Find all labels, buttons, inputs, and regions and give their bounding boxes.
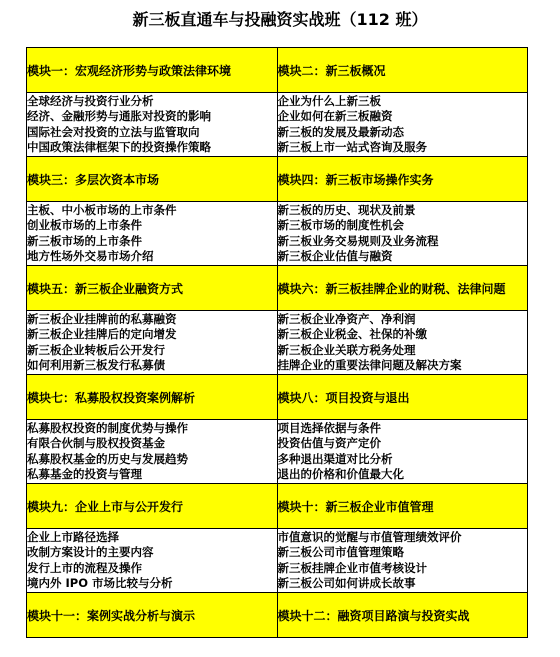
module-header-row xyxy=(27,593,528,638)
module-item: 私募股权投资的制度优势与操作 xyxy=(27,420,188,435)
module-9-header: 模块九：企业上市与公开发行 xyxy=(27,484,278,529)
module-header-row xyxy=(27,157,528,202)
module-item: 项目选择依据与条件 xyxy=(277,420,381,435)
module-2-content xyxy=(277,93,528,157)
module-item: 新三板业务交易规则及业务流程 xyxy=(277,233,439,248)
module-item: 私募股权基金的历史与发展趋势 xyxy=(27,451,188,466)
module-item: 新三板挂牌企业市值考核设计 xyxy=(277,560,427,575)
module-content-row xyxy=(27,202,528,266)
module-7-content xyxy=(27,420,278,484)
module-item: 新三板的历史、现状及前景 xyxy=(277,202,416,217)
module-item: 新三板上市一站式咨询及服务 xyxy=(277,140,427,154)
module-item: 新三板企业挂牌后的定向增发 xyxy=(27,327,177,341)
module-item: 中国政策法律框架下的投资操作策略 xyxy=(27,140,211,154)
course-module-table xyxy=(26,47,528,638)
module-1-content xyxy=(27,93,278,157)
module-item: 私募基金的投资与管理 xyxy=(27,467,142,481)
module-item: 经济、金融形势与通胀对投资的影响 xyxy=(27,109,211,123)
module-header-row xyxy=(27,266,528,311)
module-item: 全球经济与投资行业分析 xyxy=(27,93,154,108)
module-5-header: 模块五：新三板企业融资方式 xyxy=(27,266,278,311)
module-item: 如何利用新三板发行私募债 xyxy=(27,358,165,372)
module-item: 地方性场外交易市场介绍 xyxy=(27,249,154,263)
module-item: 境内外 IPO 市场比较与分析 xyxy=(27,576,173,590)
module-item: 改制方案设计的主要内容 xyxy=(27,545,154,559)
module-11-header: 模块十一：案例实战分析与演示 xyxy=(27,593,278,638)
module-item: 新三板公司市值管理策略 xyxy=(277,545,404,559)
module-item: 企业上市路径选择 xyxy=(27,529,119,544)
module-6-header: 模块六：新三板挂牌企业的财税、法律问题 xyxy=(277,266,528,311)
module-header-row xyxy=(27,484,528,529)
module-item: 新三板企业税金、社保的补缴 xyxy=(277,327,427,341)
module-item: 主板、中小板市场的上市条件 xyxy=(27,202,177,217)
module-item: 创业板市场的上市条件 xyxy=(27,218,142,232)
module-8-content xyxy=(277,420,528,484)
module-item: 国际社会对投资的立法与监管取向 xyxy=(27,124,200,139)
module-content-row xyxy=(27,529,528,593)
module-item: 市值意识的觉醒与市值管理绩效评价 xyxy=(277,529,462,544)
module-2-header: 模块二：新三板概况 xyxy=(277,48,528,93)
module-item: 发行上市的流程及操作 xyxy=(27,560,142,575)
module-item: 新三板企业净资产、净利润 xyxy=(277,311,416,326)
module-item: 新三板的发展及最新动态 xyxy=(277,124,404,139)
module-item: 有限合伙制与股权投资基金 xyxy=(27,436,165,450)
module-item: 退出的价格和价值最大化 xyxy=(277,467,404,481)
module-item: 新三板公司如何讲成长故事 xyxy=(277,576,416,590)
module-header-row xyxy=(27,375,528,420)
module-10-header: 模块十：新三板企业市值管理 xyxy=(277,484,528,529)
module-10-content xyxy=(277,529,528,593)
page-title: 新三板直通车与投融资实战班（112 班） xyxy=(132,10,428,29)
module-3-content xyxy=(27,202,278,266)
module-12-header: 模块十二：融资项目路演与投资实战 xyxy=(277,593,528,638)
module-content-row xyxy=(27,93,528,157)
module-item: 新三板市场的上市条件 xyxy=(27,233,142,248)
module-3-header: 模块三：多层次资本市场 xyxy=(27,157,278,202)
module-6-content xyxy=(277,311,528,375)
module-item: 挂牌企业的重要法律问题及解决方案 xyxy=(277,358,462,372)
module-4-header: 模块四：新三板市场操作实务 xyxy=(277,157,528,202)
module-content-row xyxy=(27,311,528,375)
module-item: 新三板企业转板后公开发行 xyxy=(27,342,165,357)
module-item: 投资估值与资产定价 xyxy=(277,436,381,450)
module-1-header: 模块一：宏观经济形势与政策法律环境 xyxy=(27,48,278,93)
module-item: 新三板企业挂牌前的私募融资 xyxy=(27,311,177,326)
module-item: 新三板企业关联方税务处理 xyxy=(277,342,416,357)
module-item: 新三板市场的制度性机会 xyxy=(277,218,404,232)
module-8-header: 模块八：项目投资与退出 xyxy=(277,375,528,420)
module-header-row xyxy=(27,48,528,93)
module-7-header: 模块七：私募股权投资案例解析 xyxy=(27,375,278,420)
module-9-content xyxy=(27,529,278,593)
module-5-content xyxy=(27,311,278,375)
module-content-row xyxy=(27,420,528,484)
module-item: 多种退出渠道对比分析 xyxy=(277,451,393,466)
module-item: 企业如何在新三板融资 xyxy=(277,109,393,123)
module-4-content xyxy=(277,202,528,266)
module-item: 新三板企业估值与融资 xyxy=(277,249,393,263)
module-item: 企业为什么上新三板 xyxy=(277,93,381,108)
